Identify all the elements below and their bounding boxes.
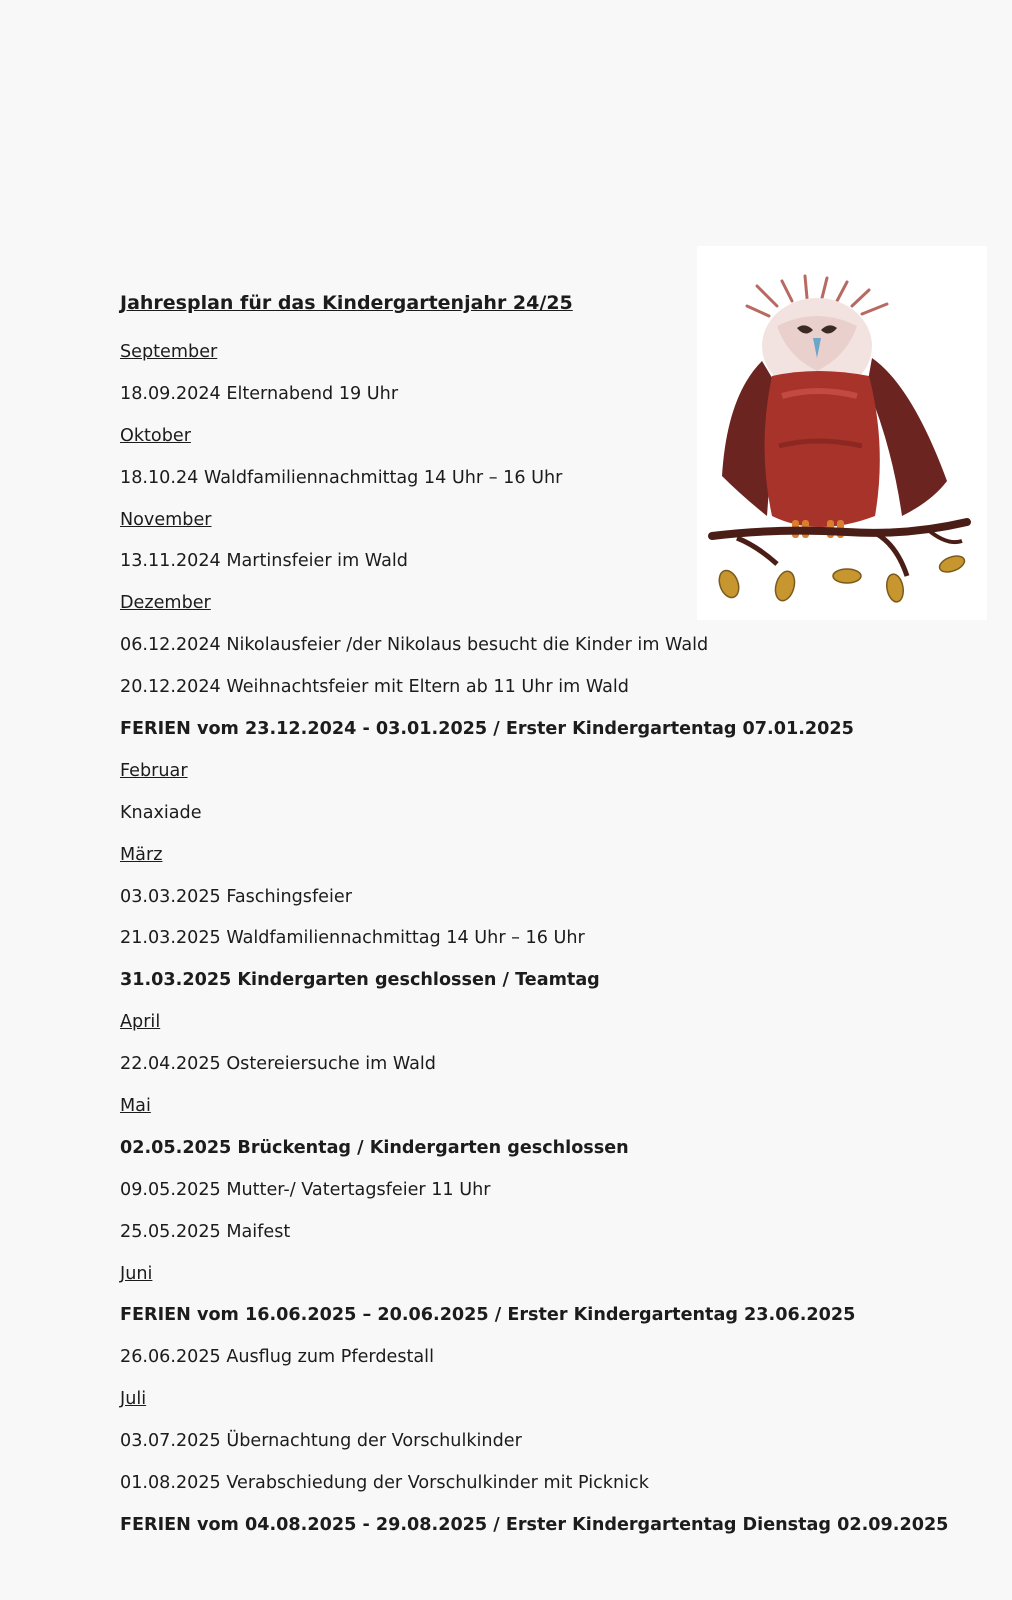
month-heading: Oktober <box>120 425 191 446</box>
owl-illustration <box>697 246 987 620</box>
month-heading: Juni <box>120 1263 153 1284</box>
highlight-entry: 31.03.2025 Kindergarten geschlossen / Teamtag <box>120 970 600 991</box>
event-entry: 03.03.2025 Faschingsfeier <box>120 886 352 907</box>
month-heading: März <box>120 844 163 865</box>
page-title: Jahresplan für das Kindergartenjahr 24/25 <box>120 292 573 314</box>
month-heading: April <box>120 1012 161 1033</box>
highlight-entry: FERIEN vom 04.08.2025 - 29.08.2025 / Erster Kindergartentag Dienstag 02.09.2025 <box>120 1514 949 1535</box>
event-entry: 18.10.24 Waldfamiliennachmittag 14 Uhr – 16 Uhr <box>120 467 563 488</box>
owl-drawing-icon <box>697 246 987 620</box>
month-heading: November <box>120 509 212 530</box>
event-entry: 18.09.2024 Elternabend 19 Uhr <box>120 383 399 404</box>
highlight-entry: 02.05.2025 Brückentag / Kindergarten geschlossen <box>120 1137 629 1158</box>
month-heading: Juli <box>120 1389 147 1410</box>
event-entry: 01.08.2025 Verabschiedung der Vorschulkinder mit Picknick <box>120 1473 649 1494</box>
event-entry: 26.06.2025 Ausflug zum Pferdestall <box>120 1347 434 1368</box>
month-heading: September <box>120 342 218 362</box>
month-heading: Februar <box>120 760 188 781</box>
event-entry: 09.05.2025 Mutter-/ Vatertagsfeier 11 Uhr <box>120 1179 491 1200</box>
highlight-entry: FERIEN vom 16.06.2025 – 20.06.2025 / Erster Kindergartentag 23.06.2025 <box>120 1305 856 1326</box>
event-entry: 21.03.2025 Waldfamiliennachmittag 14 Uhr – 16 Uhr <box>120 928 585 949</box>
event-entry: 25.05.2025 Maifest <box>120 1221 291 1242</box>
month-heading: Dezember <box>120 593 211 614</box>
event-entry: 03.07.2025 Übernachtung der Vorschulkinder <box>120 1431 522 1452</box>
event-entry: Knaxiade <box>120 802 202 823</box>
event-entry: 22.04.2025 Ostereiersuche im Wald <box>120 1054 436 1075</box>
highlight-entry: FERIEN vom 23.12.2024 - 03.01.2025 / Erster Kindergartentag 07.01.2025 <box>120 719 854 740</box>
event-entry: 20.12.2024 Weihnachtsfeier mit Eltern ab 11 Uhr im Wald <box>120 677 629 698</box>
event-entry: 06.12.2024 Nikolausfeier /der Nikolaus besucht die Kinder im Wald <box>120 635 709 656</box>
event-entry: 13.11.2024 Martinsfeier im Wald <box>120 551 408 572</box>
month-heading: Mai <box>120 1096 151 1117</box>
